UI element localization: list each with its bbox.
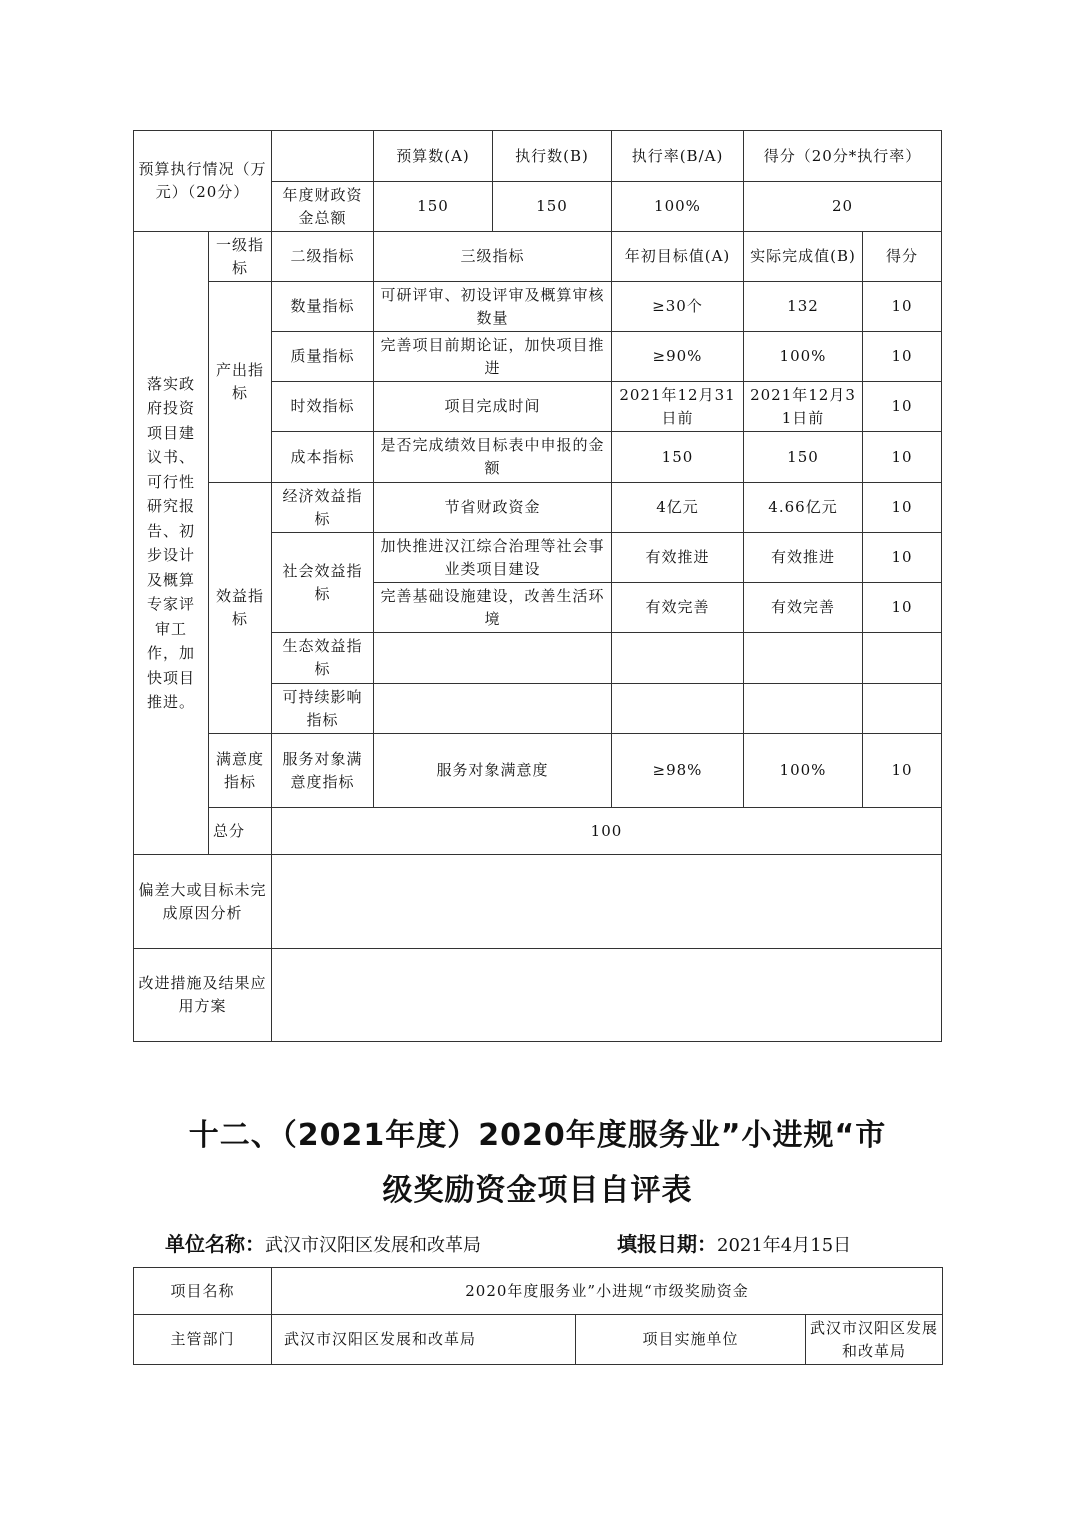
l3-cell: 服务对象满意度 bbox=[374, 734, 612, 808]
actual-cell: 150 bbox=[744, 432, 863, 483]
satisfaction-label: 满意度指标 bbox=[209, 734, 272, 808]
l3-cell: 可研评审、初设评审及概算审核数量 bbox=[374, 282, 612, 332]
hdr-target: 年初目标值(A) bbox=[612, 232, 744, 282]
score-cell: 10 bbox=[863, 332, 942, 382]
hdr-l2: 二级指标 bbox=[272, 232, 374, 282]
unit-field bbox=[165, 1228, 481, 1257]
performance-table bbox=[133, 130, 942, 1042]
actual-cell bbox=[744, 684, 863, 734]
l2-cell: 服务对象满意度指标 bbox=[272, 734, 374, 808]
hdr-score: 得分 bbox=[863, 232, 942, 282]
score-cell: 10 bbox=[863, 734, 942, 808]
l2-cell: 数量指标 bbox=[272, 282, 374, 332]
budget-row-label: 年度财政资金总额 bbox=[272, 182, 374, 232]
impl-label: 项目实施单位 bbox=[576, 1315, 806, 1365]
project-name-label: 项目名称 bbox=[134, 1268, 272, 1315]
l2-cell: 社会效益指标 bbox=[272, 533, 374, 633]
l2-cell: 时效指标 bbox=[272, 382, 374, 432]
l3-cell: 项目完成时间 bbox=[374, 382, 612, 432]
score-cell: 10 bbox=[863, 483, 942, 533]
target-cell bbox=[612, 684, 744, 734]
col-budget-a: 预算数(A) bbox=[374, 131, 493, 182]
deviation-label: 偏差大或目标未完成原因分析 bbox=[134, 855, 272, 949]
col-rate: 执行率(B/A) bbox=[612, 131, 744, 182]
section-title-line2: 级奖励资金项目自评表 bbox=[382, 1173, 693, 1208]
score-cell: 10 bbox=[863, 382, 942, 432]
total-value: 100 bbox=[272, 808, 942, 855]
l2-cell: 质量指标 bbox=[272, 332, 374, 382]
date-field bbox=[617, 1228, 851, 1257]
l2-cell: 经济效益指标 bbox=[272, 483, 374, 533]
budget-score: 20 bbox=[744, 182, 942, 232]
l3-cell bbox=[374, 633, 612, 684]
hdr-actual: 实际完成值(B) bbox=[744, 232, 863, 282]
target-cell: 4亿元 bbox=[612, 483, 744, 533]
score-cell: 10 bbox=[863, 583, 942, 633]
target-cell: 有效推进 bbox=[612, 533, 744, 583]
actual-cell: 100% bbox=[744, 734, 863, 808]
l3-cell: 是否完成绩效目标表中申报的金额 bbox=[374, 432, 612, 483]
l3-cell: 加快推进汉江综合治理等社会事业类项目建设 bbox=[374, 533, 612, 583]
unit-label: 单位名称： bbox=[165, 1232, 265, 1256]
l3-cell: 节省财政资金 bbox=[374, 483, 612, 533]
unit-value: 武汉市汉阳区发展和改革局 bbox=[265, 1235, 481, 1256]
date-value: 2021年4月15日 bbox=[717, 1235, 852, 1256]
actual-cell: 有效完善 bbox=[744, 583, 863, 633]
l2-cell: 成本指标 bbox=[272, 432, 374, 483]
l3-cell bbox=[374, 684, 612, 734]
target-cell: 有效完善 bbox=[612, 583, 744, 633]
actual-cell: 有效推进 bbox=[744, 533, 863, 583]
deviation-value bbox=[272, 855, 942, 949]
l3-cell: 完善基础设施建设，改善生活环境 bbox=[374, 583, 612, 633]
hdr-l3: 三级指标 bbox=[374, 232, 612, 282]
score-cell bbox=[863, 633, 942, 684]
score-cell bbox=[863, 684, 942, 734]
target-cell: ≥98% bbox=[612, 734, 744, 808]
budget-a: 150 bbox=[374, 182, 493, 232]
target-cell: 2021年12月31日前 bbox=[612, 382, 744, 432]
budget-b: 150 bbox=[493, 182, 612, 232]
score-cell: 10 bbox=[863, 432, 942, 483]
target-cell bbox=[612, 633, 744, 684]
actual-cell: 4.66亿元 bbox=[744, 483, 863, 533]
dept-label: 主管部门 bbox=[134, 1315, 272, 1365]
score-cell: 10 bbox=[863, 282, 942, 332]
l2-cell: 生态效益指标 bbox=[272, 633, 374, 684]
target-cell: ≥90% bbox=[612, 332, 744, 382]
l3-cell: 完善项目前期论证，加快项目推进 bbox=[374, 332, 612, 382]
improve-value bbox=[272, 949, 942, 1042]
improve-label: 改进措施及结果应用方案 bbox=[134, 949, 272, 1042]
col-exec-b: 执行数(B) bbox=[493, 131, 612, 182]
budget-rate: 100% bbox=[612, 182, 744, 232]
target-cell: 150 bbox=[612, 432, 744, 483]
score-cell: 10 bbox=[863, 533, 942, 583]
empty-cell bbox=[272, 131, 374, 182]
total-label: 总分 bbox=[209, 808, 272, 855]
budget-label: 预算执行情况（万元）（20分） bbox=[134, 131, 272, 232]
target-cell: ≥30个 bbox=[612, 282, 744, 332]
benefit-label: 效益指标 bbox=[209, 483, 272, 734]
date-label: 填报日期： bbox=[617, 1232, 717, 1256]
dept-value: 武汉市汉阳区发展和改革局 bbox=[272, 1315, 576, 1365]
goal-text: 落实政府投资项目建议书、可行性研究报告、初步设计及概算专家评审工作，加快项目推进。 bbox=[134, 232, 209, 855]
actual-cell: 132 bbox=[744, 282, 863, 332]
output-label: 产出指标 bbox=[209, 282, 272, 483]
l2-cell: 可持续影响指标 bbox=[272, 684, 374, 734]
col-score: 得分（20分*执行率） bbox=[744, 131, 942, 182]
project-table bbox=[133, 1267, 943, 1365]
section-title-line1: 十二、（2021年度）2020年度服务业”小进规“市 bbox=[188, 1118, 887, 1153]
impl-value: 武汉市汉阳区发展和改革局 bbox=[806, 1315, 943, 1365]
actual-cell: 2021年12月31日前 bbox=[744, 382, 863, 432]
actual-cell: 100% bbox=[744, 332, 863, 382]
hdr-l1: 一级指标 bbox=[209, 232, 272, 282]
project-name-value: 2020年度服务业”小进规“市级奖励资金 bbox=[272, 1268, 943, 1315]
actual-cell bbox=[744, 633, 863, 684]
